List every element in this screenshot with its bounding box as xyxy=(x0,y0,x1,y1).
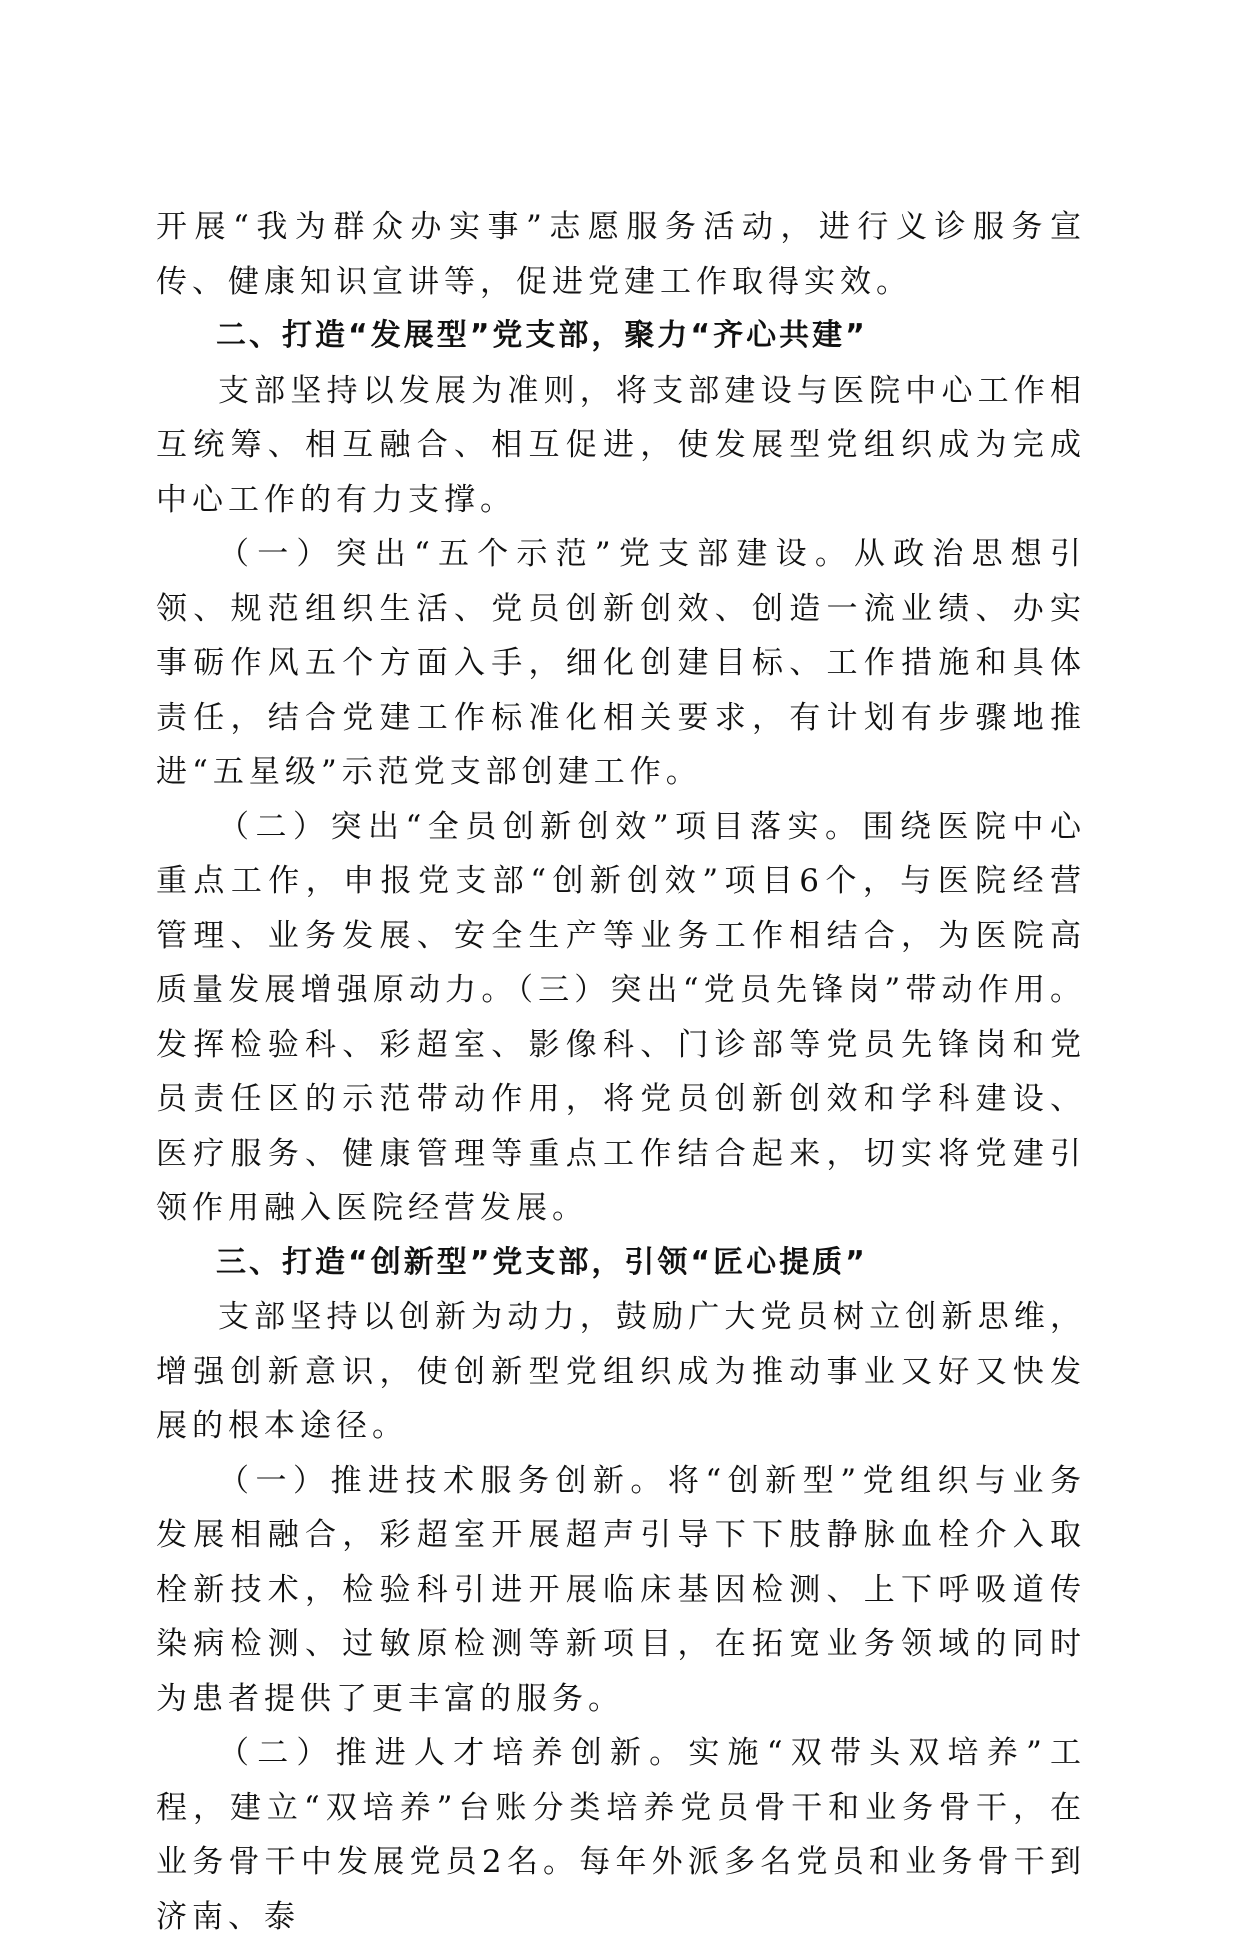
paragraph: （二）推进人才培养创新。实施“双带头双培养”工程，建立“双培养”台账分类培养党员骨干和业务骨干，在业务骨干中发展党员2名。每年外派多名党员和业务骨干到济南、泰 xyxy=(156,1735,1086,1935)
paragraph: （二）突出“全员创新创效”项目落实。围绕医院中心重点工作，申报党支部“创新创效”项目6个，与医院经营管理、业务发展、安全生产等业务工作相结合，为医院高质量发展增强原动力。（三）突出“党员先锋岗”带动作用。发挥检验科、彩超室、影像科、门诊部等党员先锋岗和党员责任区的示范带动作用，将党员创新创效和学科建设、医疗服务、健康管理等重点工作结合起来，切实将党建引领作用融入医院经营发展。 xyxy=(156,808,1086,1226)
section-heading-3: 三、打造“创新型”党支部，引领“匠心提质” xyxy=(216,1244,868,1280)
paragraph: 支部坚持以创新为动力，鼓励广大党员树立创新思维，增强创新意识，使创新型党组织成为推动事业又好又快发展的根本途径。 xyxy=(156,1299,1086,1444)
paragraph: 支部坚持以发展为准则，将支部建设与医院中心工作相互统筹、相互融合、相互促进，使发展型党组织成为完成中心工作的有力支撑。 xyxy=(156,372,1086,518)
section-heading-2: 二、打造“发展型”党支部，聚力“齐心共建” xyxy=(216,318,868,353)
document-body xyxy=(156,200,1086,1944)
paragraph-continuation: 开展“我为群众办实事”志愿服务活动，进行义诊服务宣传、健康知识宣讲等，促进党建工作取得实效。 xyxy=(156,209,1086,300)
paragraph: （一）推进技术服务创新。将“创新型”党组织与业务发展相融合，彩超室开展超声引导下下肢静脉血栓介入取栓新技术，检验科引进开展临床基因检测、上下呼吸道传染病检测、过敏原检测等新项目，在拓宽业务领域的同时为患者提供了更丰富的服务。 xyxy=(156,1462,1086,1717)
paragraph: （一）突出“五个示范”党支部建设。从政治思想引领、规范组织生活、党员创新创效、创造一流业绩、办实事砺作风五个方面入手，细化创建目标、工作措施和具体责任，结合党建工作标准化相关要求，有计划有步骤地推进“五星级”示范党支部创建工作。 xyxy=(156,536,1086,790)
